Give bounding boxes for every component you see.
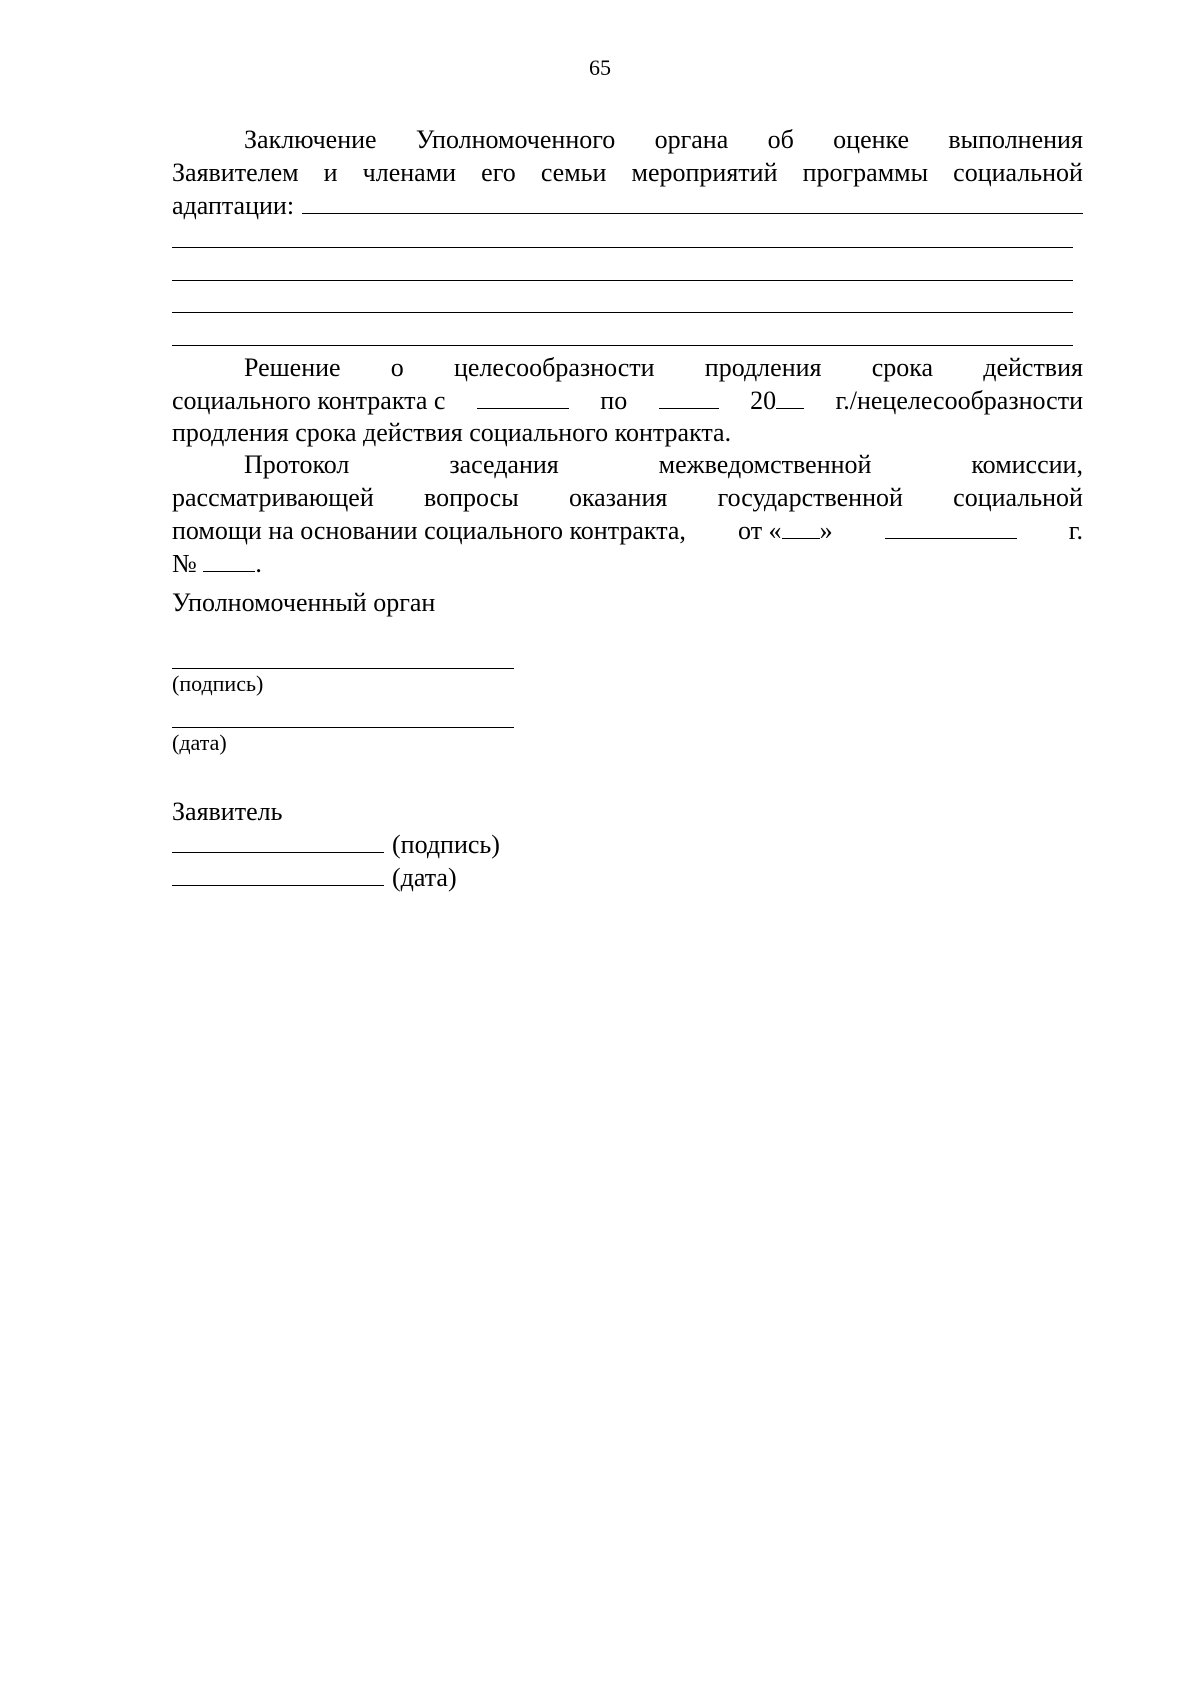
decision-paragraph [172, 352, 1083, 450]
word: об [767, 125, 794, 154]
word: выполнения [948, 125, 1083, 154]
applicant-date-row [172, 861, 1083, 894]
decision-line-1 [172, 352, 1083, 385]
protocol-day-blank[interactable] [782, 514, 820, 539]
word: мероприятий [631, 157, 778, 187]
word: его [481, 157, 516, 187]
word: рассматривающей [172, 482, 374, 512]
contract-start-blank[interactable] [477, 384, 569, 409]
authority-block [172, 587, 1083, 758]
protocol-number-blank[interactable] [203, 547, 255, 572]
adaptation-label: адаптации: [172, 191, 295, 220]
inexpedience-label: г./нецелесообразности [835, 386, 1083, 415]
decision-line-3: продления срока действия социального контракта. [172, 417, 732, 447]
protocol-month-blank[interactable] [885, 514, 1017, 539]
contract-from-label: социального контракта с [172, 386, 446, 415]
word: о [390, 352, 404, 382]
protocol-line-4 [172, 547, 1083, 580]
contract-end-blank[interactable] [659, 384, 719, 409]
word: и [323, 157, 338, 187]
year-field [750, 384, 804, 418]
word: комиссии, [971, 450, 1083, 479]
word: Уполномоченного [415, 125, 616, 154]
protocol-basis-text: помощи на основании социального контракта, [172, 516, 686, 545]
protocol-date-field [738, 514, 833, 548]
word: членами [362, 157, 457, 187]
year-blank[interactable] [776, 384, 804, 409]
conclusion-line-3 [172, 189, 1083, 222]
word: целесообразности [454, 352, 655, 382]
year-abbrev: г. [1068, 516, 1083, 545]
word: Заключение [244, 125, 377, 154]
conclusion-paragraph [172, 124, 1083, 352]
applicant-signature-line[interactable] [172, 828, 384, 853]
number-sign: № [172, 548, 197, 578]
page-number: 65 [589, 55, 611, 80]
applicant-date-line[interactable] [172, 861, 384, 886]
year-prefix: 20 [750, 386, 777, 415]
word: Протокол [244, 450, 350, 479]
word: оценке [833, 125, 910, 154]
word: действия [983, 352, 1083, 382]
protocol-line-1 [172, 449, 1083, 482]
word: органа [654, 125, 729, 154]
word: государственной [717, 482, 903, 512]
word: Заявителем [172, 157, 299, 187]
applicant-block [172, 796, 1083, 894]
word: продления [704, 352, 822, 382]
protocol-line-3 [172, 514, 1083, 547]
protocol-paragraph [172, 449, 1083, 579]
word: Решение [244, 352, 341, 382]
applicant-label: Заявитель [172, 796, 283, 826]
conclusion-blank-line-4[interactable] [172, 319, 1083, 352]
word: межведомственной [658, 450, 872, 479]
authority-date-caption: (дата) [172, 729, 227, 755]
word: семьи [540, 157, 607, 187]
word: срока [871, 352, 934, 382]
applicant-signature-caption: (подпись) [392, 830, 500, 859]
word: социальной [953, 482, 1083, 512]
word: программы [802, 157, 929, 187]
protocol-line-2 [172, 482, 1083, 515]
to-label: по [600, 386, 628, 415]
authority-date-line[interactable] [172, 699, 514, 728]
word: социальной [953, 157, 1083, 187]
conclusion-blank-line-2[interactable] [172, 254, 1083, 287]
word: заседания [449, 450, 559, 479]
word: оказания [568, 482, 668, 512]
quote-close: » [819, 516, 833, 545]
decision-line-2 [172, 384, 1083, 417]
conclusion-blank-line-1[interactable] [172, 222, 1083, 255]
authority-label: Уполномоченный орган [172, 588, 436, 617]
conclusion-blank-field[interactable] [302, 189, 1083, 214]
authority-signature-line[interactable] [172, 640, 514, 669]
conclusion-line-1 [172, 124, 1083, 157]
word: вопросы [424, 482, 519, 512]
from-quote-open: от « [738, 516, 782, 545]
document-body [172, 124, 1083, 893]
conclusion-line-2 [172, 157, 1083, 190]
authority-signature-caption: (подпись) [172, 670, 264, 696]
applicant-signature-row [172, 828, 1083, 861]
period: . [255, 548, 262, 578]
conclusion-blank-line-3[interactable] [172, 287, 1083, 320]
applicant-date-caption: (дата) [392, 862, 457, 892]
